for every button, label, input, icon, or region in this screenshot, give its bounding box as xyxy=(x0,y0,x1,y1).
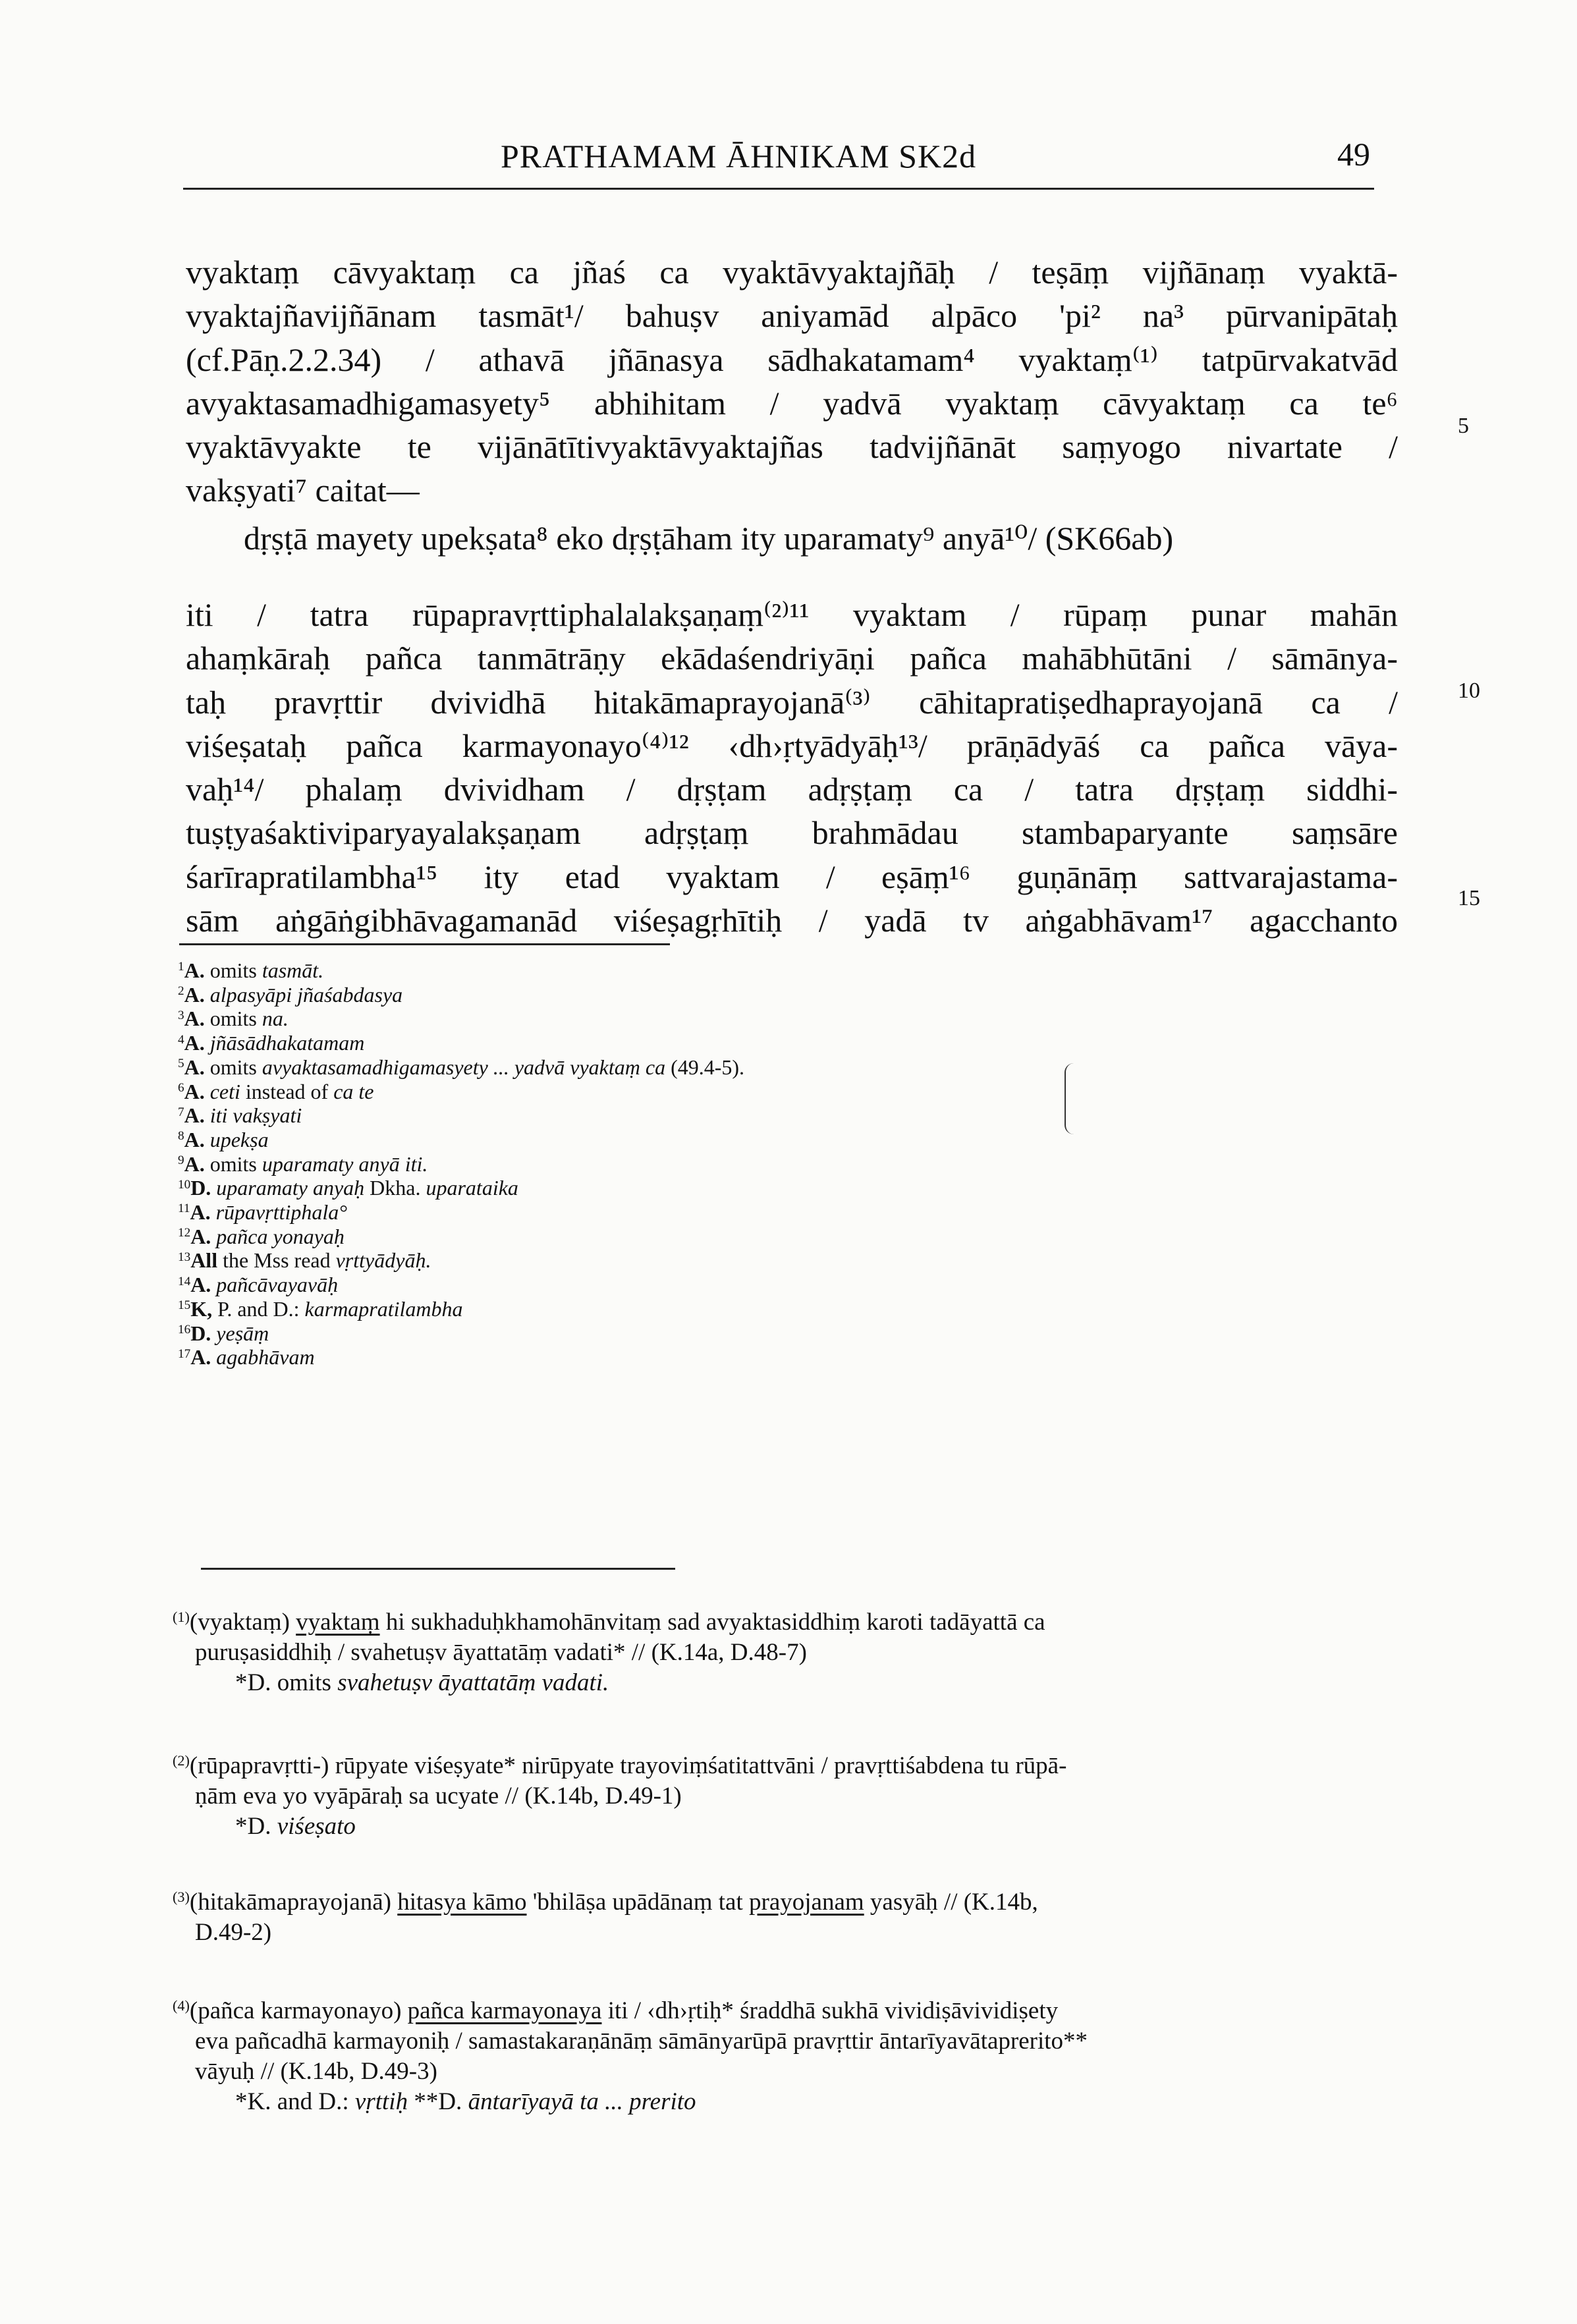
text-line: vyaktaṃ cāvyaktaṃ ca jñaś ca vyaktāvyaktajñāḥ / teṣāṃ vijñānaṃ vyaktā- xyxy=(186,254,1398,290)
variant-note: $^{17}$A. agabhāvam xyxy=(178,1345,315,1370)
line-number: 10 xyxy=(1458,678,1480,703)
page-number: 49 xyxy=(1337,136,1370,173)
text-line: vyaktāvyakte te vijānātītivyaktāvyaktajñas tadvijñānāt saṃyogo nivartate / xyxy=(186,428,1398,466)
text-line: vaḥ¹⁴/ phalaṃ dvividham / dṛṣṭam adṛṣṭaṃ ca / tatra dṛṣṭaṃ siddhi- xyxy=(186,771,1398,808)
header-rule xyxy=(183,188,1374,190)
commentary-note-4: $^{(4)}$(pañca karmayonayo) pañca karmayonaya iti / ‹dh›ṛtiḥ* śraddhā sukhā vividiṣāvividiṣety eva pañcadhā karmayoniḥ / samastakaraṇānāṃ sāmānyarūpā pravṛttir āntarīyavātaprerito** vāyuḥ // (K.14b, D.49-3) *K. and D.: vṛttiḥ **D. āntarīyayā ta ... prerito xyxy=(173,1997,1088,2115)
variant-note: $^1$A. omits tasmāt. xyxy=(178,958,324,982)
variant-note: $^6$A. ceti instead of ca te xyxy=(178,1079,374,1103)
text-line: iti / tatra rūpapravṛttiphalalakṣaṇaṃ⁽²⁾¹¹ vyaktam / rūpaṃ punar mahān xyxy=(186,596,1398,633)
variant-note: $^9$A. omits uparamaty anyā iti. xyxy=(178,1151,428,1176)
commentary-note-2: $^{(2)}$(rūpapravṛtti-) rūpyate viśeṣyate* nirūpyate trayoviṃśatitattvāni / pravṛttiśabdena tu rūpā- ṇām eva yo vyāpāraḥ sa ucyate // (K.14b, D.49-1) *D. viśeṣato xyxy=(173,1752,1067,1840)
verse-quotation: dṛṣṭā mayety upekṣata⁸ eko dṛṣṭāham ity uparamaty⁹ anyā¹⁰/ (SK66ab) xyxy=(244,520,1174,557)
text-line: sām aṅgāṅgibhāvagamanād viśeṣagṛhītiḥ / yadā tv aṅgabhāvam¹⁷ agacchanto xyxy=(186,902,1398,939)
variant-note: $^5$A. omits avyaktasamadhigamasyety ... yadvā vyaktaṃ ca (49.4-5). xyxy=(178,1055,745,1079)
variant-note: $^3$A. omits na. xyxy=(178,1007,289,1031)
paragraph-2 xyxy=(186,593,1398,942)
line-number: 15 xyxy=(1458,886,1480,910)
variant-note: $^7$A. iti vakṣyati xyxy=(178,1103,302,1128)
variant-note: $^4$A. jñāsādhakatamam xyxy=(178,1031,365,1055)
text-line: (cf.Pāṇ.2.2.34) / athavā jñānasya sādhakatamam⁴ vyaktaṃ⁽¹⁾ tatpūrvakatvād xyxy=(186,341,1398,378)
variant-note: $^{10}$D. uparamaty anyaḥ Dkha. uparataika xyxy=(178,1176,518,1200)
running-header: PRATHAMAM ĀHNIKAM SK2d xyxy=(501,138,977,175)
line-number: 5 xyxy=(1458,414,1469,438)
commentary-note-1: $^{(1)}$(vyaktaṃ) vyaktaṃ hi sukhaduḥkhamohānvitaṃ sad avyaktasiddhiṃ karoti tadāyattā ca puruṣasiddhiḥ / svahetuṣv āyattatāṃ vadati* // (K.14a, D.48-7) *D. omits svahetuṣv āyattatāṃ vadati. xyxy=(173,1608,1045,1696)
variant-note: $^{11}$A. rūpavṛttiphala° xyxy=(178,1200,348,1225)
margin-bracket-mark xyxy=(1065,1063,1083,1134)
text-line: vakṣyati⁷ caitat— xyxy=(186,472,420,509)
variant-note: $^{16}$D. yeṣāṃ xyxy=(178,1321,269,1345)
variant-note: $^{12}$A. pañca yonayaḥ xyxy=(178,1224,345,1248)
variant-note: $^{14}$A. pañcāvayavāḥ xyxy=(178,1273,339,1297)
text-line: viśeṣataḥ pañca karmayonayo⁽⁴⁾¹² ‹dh›ṛtyādyāḥ¹³/ prāṇādyāś ca pañca vāya- xyxy=(186,727,1398,764)
variant-note: $^{13}$All the Mss read vṛttyādyāḥ. xyxy=(178,1248,431,1273)
text-line: taḥ pravṛttir dvividhā hitakāmaprayojanā⁽³⁾ cāhitapratiṣedhaprayojanā ca / xyxy=(186,683,1398,721)
variant-apparatus xyxy=(178,958,1100,1370)
commentary-rule xyxy=(201,1568,675,1570)
text-line: ahaṃkāraḥ pañca tanmātrāṇy ekādaśendriyāṇi pañca mahābhūtāni / sāmānya- xyxy=(186,640,1398,677)
text-line: tuṣṭyaśaktiviparyayalakṣaṇam adṛṣṭaṃ brahmādau stambaparyante saṃsāre xyxy=(186,814,1398,852)
variant-note: $^2$A. alpasyāpi jñaśabdasya xyxy=(178,982,403,1007)
footnote-rule xyxy=(179,943,670,945)
commentary-note-3: $^{(3)}$(hitakāmaprayojanā) hitasya kāmo 'bhilāṣa upādānaṃ tat prayojanam yasyāḥ // (K.14b, D.49-2) xyxy=(173,1888,1038,1946)
variant-note: $^8$A. upekṣa xyxy=(178,1127,269,1151)
text-line: vyaktajñavijñānam tasmāt¹/ bahuṣv aniyamād alpāco 'pi² na³ pūrvanipātaḥ xyxy=(186,297,1398,335)
variant-note: $^{15}$K, P. and D.: karmapratilambha xyxy=(178,1296,463,1321)
text-line: śarīrapratilambha¹⁵ ity etad vyaktam / eṣāṃ¹⁶ guṇānāṃ sattvarajastama- xyxy=(186,858,1398,895)
text-line: avyaktasamadhigamasyety⁵ abhihitam / yadvā vyaktaṃ cāvyaktaṃ ca te⁶ xyxy=(186,384,1398,422)
paragraph-1 xyxy=(186,250,1398,512)
